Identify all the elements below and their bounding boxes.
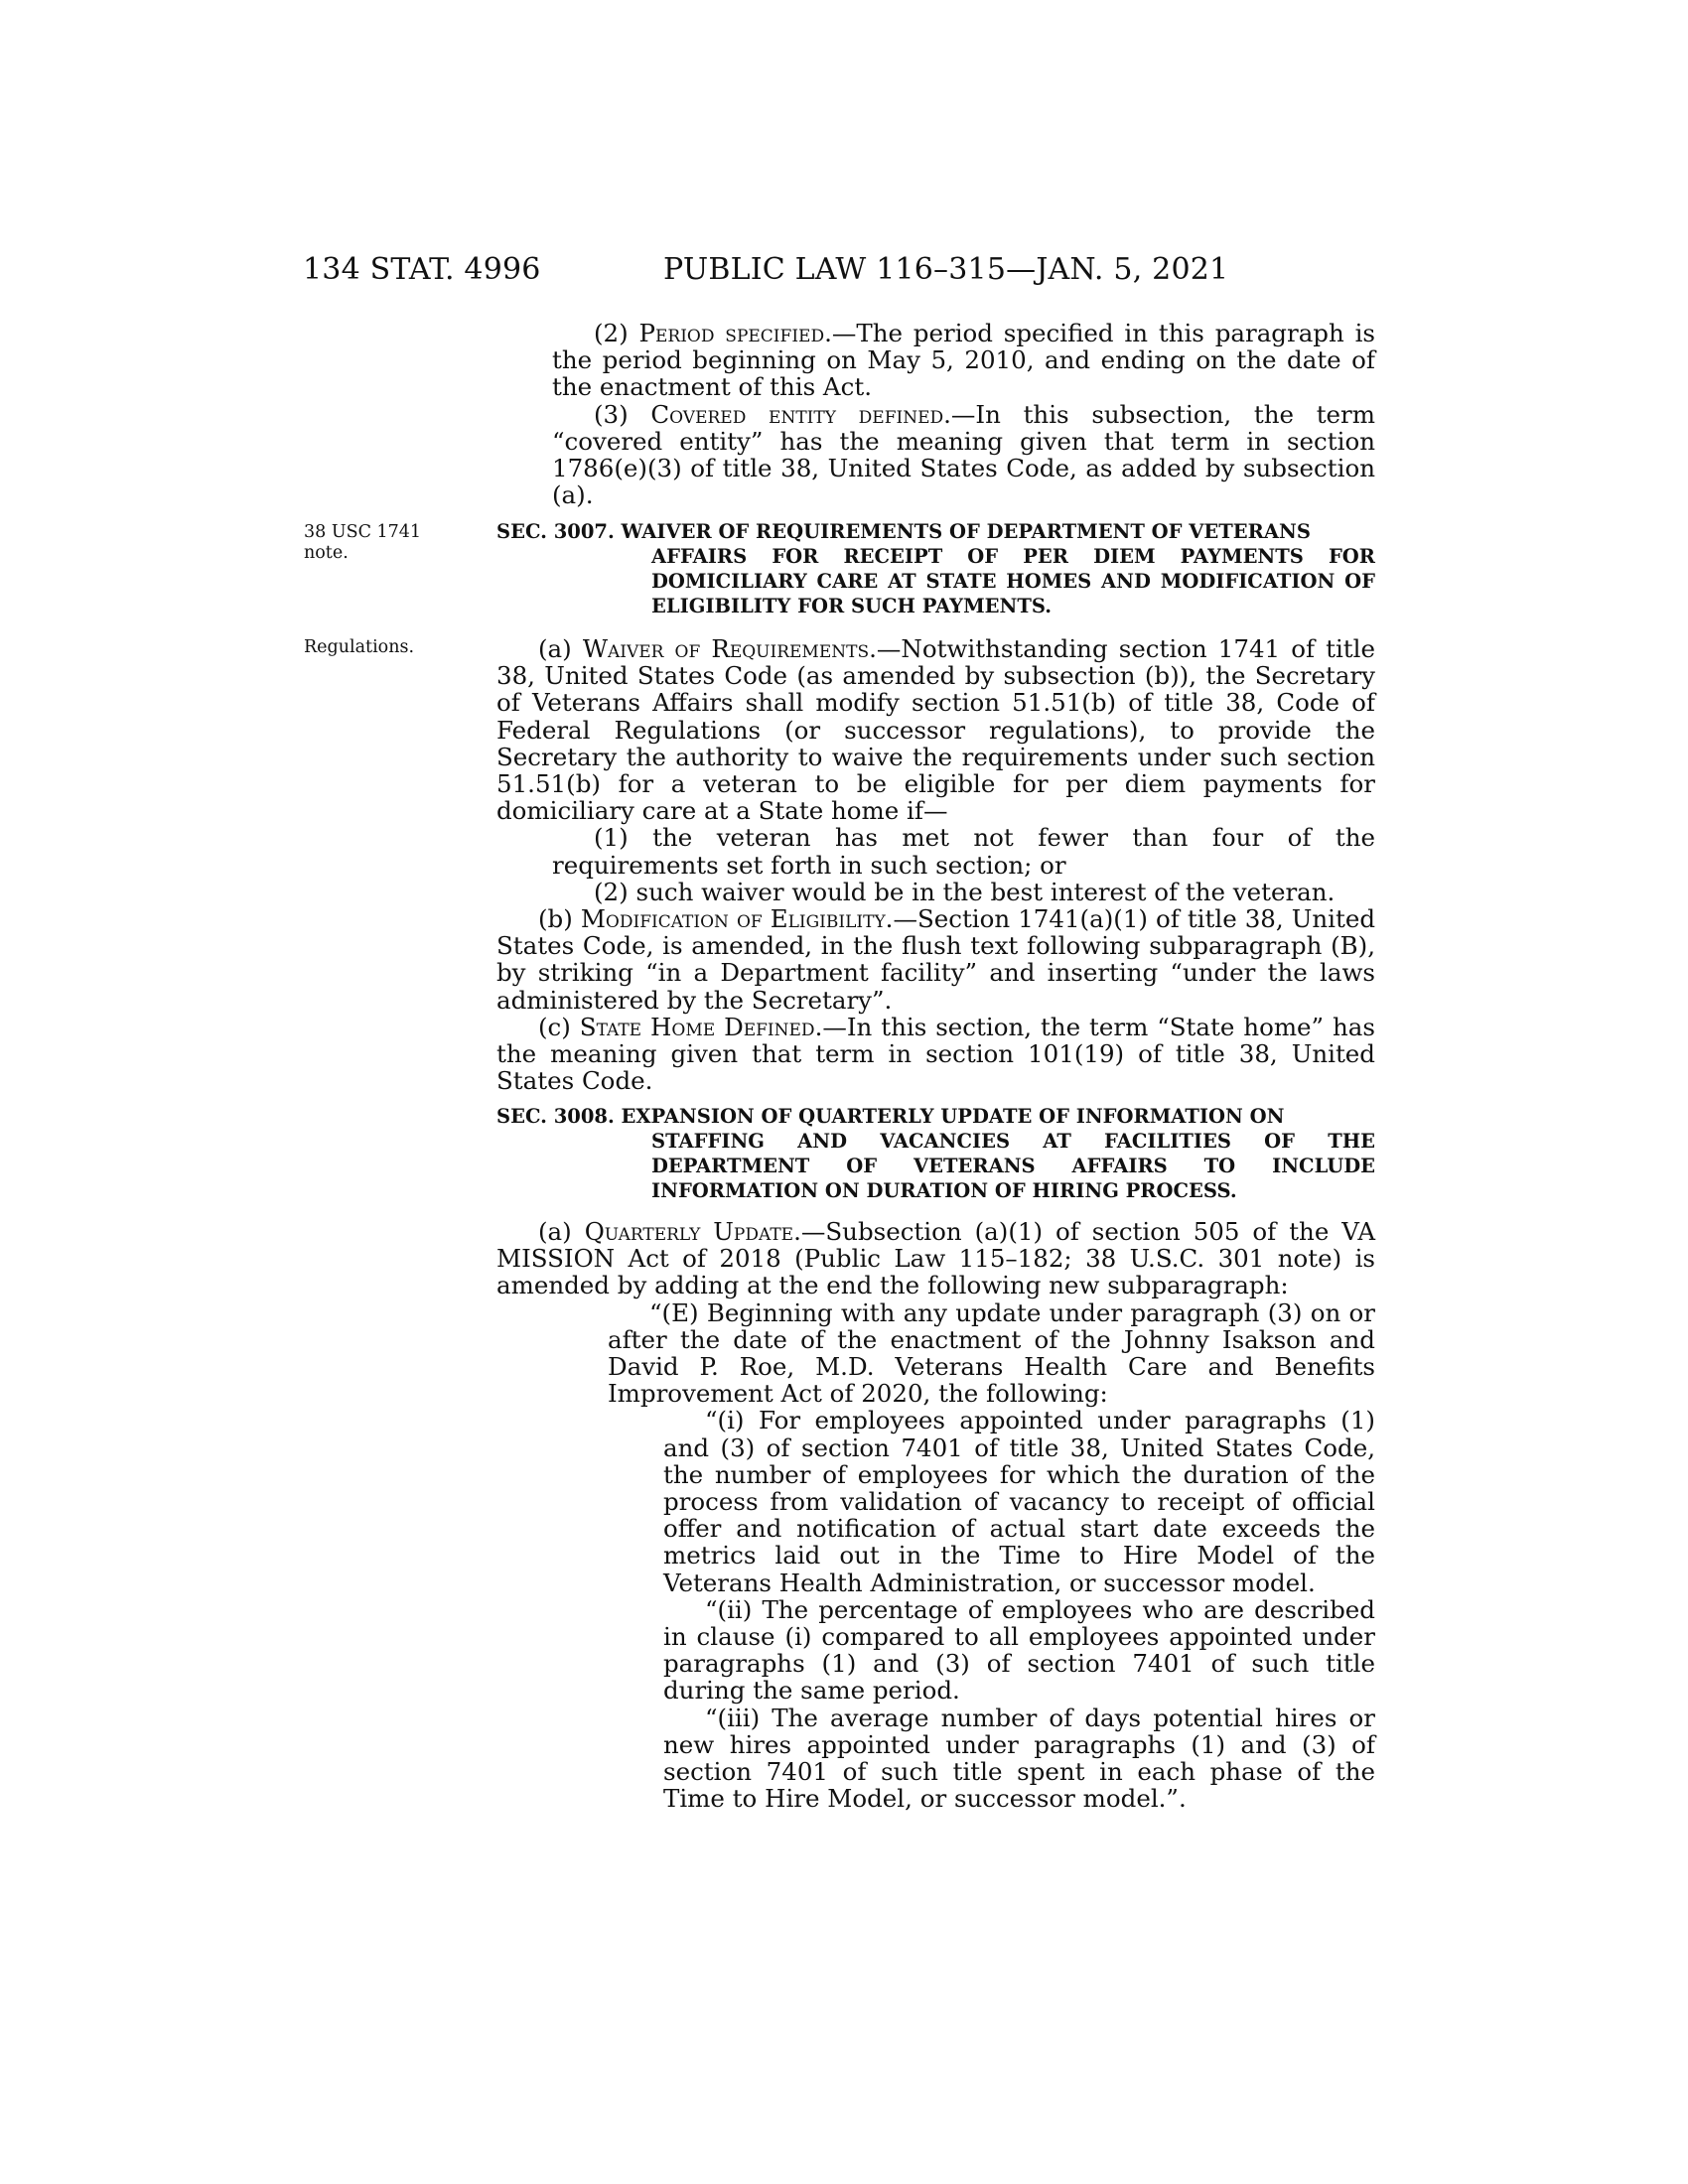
section-3007-heading: SEC. 3007. WAIVER OF REQUIREMENTS OF DEPARTMENT OF VETERANS AFFAIRS FOR RECEIPT OF PER DIEM PAYMENTS FOR DOMICILIARY CARE AT STATE HOMES AND MODIFICATION OF ELIGIBILITY FOR SUCH PAYMENTS. bbox=[496, 520, 1375, 617]
subsection-c: (c) State Home Defined.—In this section, the term “State home” has the meaning given that term in section 101(19) of title 38, United States Code. bbox=[496, 1012, 1375, 1096]
section-3007-body bbox=[496, 635, 1375, 1094]
quoted-clause-ii: “(ii) The percentage of employees who are described in clause (i) compared to all employees appointed under paragraphs (1) and (3) of section 7401 of such title during the same period. bbox=[663, 1594, 1375, 1706]
subsection-continuation bbox=[496, 320, 1375, 508]
paragraph-2: (2) Period specified.—The period specified in this paragraph is the period beginning on May 5, 2010, and ending on the date of the enactment of this Act. bbox=[552, 319, 1375, 402]
subsection-heading: Quarterly Update bbox=[584, 1217, 794, 1246]
subsection-a: (a) Quarterly Update.—Subsection (a)(1) of section 505 of the VA MISSION Act of 2018 (Public Law 115–182; 38 U.S.C. 301 note) is amended by adding at the end the following new subparagraph: bbox=[496, 1217, 1376, 1300]
paragraph-3: (3) Covered entity defined.—In this subsection, the term “covered entity” has the meaning given that term in section 1786(e)(3) of title 38, United States Code, as added by subsection (a). bbox=[552, 399, 1375, 510]
subsection-a: (a) Waiver of Requirements.—Notwithstanding section 1741 of title 38, United States Code (as amended by subsection (b)), the Secretary of Veterans Affairs shall modify section 51.51(b) of title 38, Code of Federal Regulations (or successor regulations), to provide the Secretary the authority to waive the requirements under such section 51.51(b) for a veteran to be eligible for per diem payments for domiciliary care at a State home if— bbox=[496, 634, 1375, 826]
paragraph-1: (1) the veteran has met not fewer than four of the requirements set forth in such section; or bbox=[552, 823, 1375, 880]
subsection-heading: Waiver of Requirements bbox=[582, 634, 870, 663]
quoted-clause-i: “(i) For employees appointed under paragraphs (1) and (3) of section 7401 of title 38, United States Code, the number of employees for which the duration of the process from validation of vacancy to receipt of official offer and notification of actual start date exceeds the metrics laid out in the Time to Hire Model of the Veterans Health Administration, or successor model. bbox=[663, 1406, 1375, 1597]
page-title: PUBLIC LAW 116–315—JAN. 5, 2021 bbox=[663, 252, 1229, 287]
subsection-b: (b) Modification of Eligibility.—Section 1741(a)(1) of title 38, United States Code, is amended, in the flush text following subparagraph (B), by striking “in a Department facility” and inserting “under the laws administered by the Secretary”. bbox=[496, 904, 1375, 1015]
section-3008-heading: SEC. 3008. EXPANSION OF QUARTERLY UPDATE OF INFORMATION ON STAFFING AND VACANCIES AT FACILITIES OF THE DEPARTMENT OF VETERANS AFFAIRS TO INCLUDE INFORMATION ON DURATION OF HIRING PROCESS. bbox=[496, 1105, 1375, 1202]
section-3008-body bbox=[496, 1218, 1375, 1812]
subsection-heading: Modification of Eligibility bbox=[580, 904, 886, 934]
page-number: 134 STAT. 4996 bbox=[303, 252, 541, 287]
paragraph-2: (2) such waiver would be in the best interest of the veteran. bbox=[594, 877, 1336, 906]
margin-note-regulations: Regulations. bbox=[304, 637, 415, 657]
margin-note-usc: 38 USC 1741 note. bbox=[304, 522, 422, 563]
quoted-subparagraph-e: “(E) Beginning with any update under paragraph (3) on or after the date of the enactment of the Johnny Isakson and David P. Roe, M.D. Veterans Health Care and Benefits Improvement Act of 2020, the following: bbox=[608, 1297, 1375, 1409]
quoted-clause-iii: “(iii) The average number of days potential hires or new hires appointed under paragraphs (1) and (3) of section 7401 of such title spent in each phase of the Time to Hire Model, or successor model.”. bbox=[663, 1703, 1375, 1814]
subsection-heading: State Home Defined bbox=[579, 1012, 815, 1041]
paragraph-heading: Covered entity defined bbox=[650, 399, 944, 429]
paragraph-heading: Period specified bbox=[638, 319, 825, 347]
